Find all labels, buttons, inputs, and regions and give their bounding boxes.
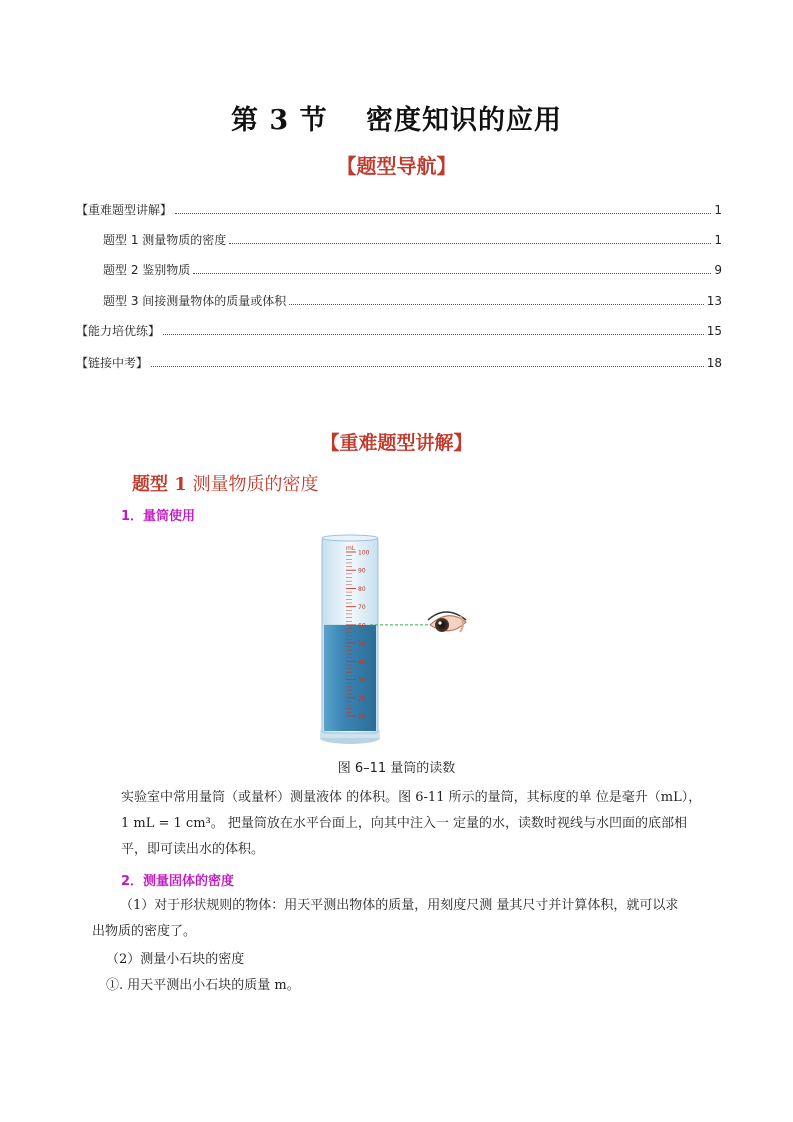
type-title: 测量物质的密度 xyxy=(192,474,319,495)
toc-page: 9 xyxy=(714,263,722,277)
tick-label: 100 xyxy=(358,549,370,557)
type-prefix: 题型 1 xyxy=(132,474,187,495)
unit-label: mL xyxy=(346,545,356,552)
toc-entry[interactable] xyxy=(76,322,722,339)
toc-entry[interactable] xyxy=(76,201,722,218)
toc-label: 题型 2 鉴别物质 xyxy=(103,263,191,277)
cylinder-rim xyxy=(322,535,378,541)
toc-page: 1 xyxy=(714,203,722,217)
toc-page: 13 xyxy=(706,294,722,308)
toc-label: 题型 1 测量物质的密度 xyxy=(103,233,227,247)
page-title: 第 3 节 密度知识的应用 xyxy=(231,105,562,136)
toc-label: 【能力培优练】 xyxy=(76,324,161,338)
tick-label: 90 xyxy=(358,567,366,575)
figure-caption: 图 6–11 量筒的读数 xyxy=(337,761,456,776)
graduated-cylinder-figure xyxy=(300,530,490,750)
tick-label: 60 xyxy=(358,622,366,630)
paragraph-line: 1 mL = 1 cm³。 把量筒放在水平台面上，向其中注入一 定量的水，读数时视线与水凹面的底部相 xyxy=(121,816,688,831)
tick-label: 30 xyxy=(358,677,366,685)
toc-page: 1 xyxy=(714,233,722,247)
paragraph-step-1: ①. 用天平测出小石块的质量 m。 xyxy=(106,978,300,993)
tick-label: 80 xyxy=(358,585,366,593)
paragraph-line: （1）对于形状规则的物体：用天平测出物体的质量，用刻度尺测 量其尺寸并计算体积，就可以求 xyxy=(120,898,679,913)
toc-label: 【重难题型讲解】 xyxy=(76,203,173,217)
subheading-cylinder-use: 1．量筒使用 xyxy=(121,509,196,524)
paragraph-regular-solid xyxy=(92,893,752,945)
tick-label: 50 xyxy=(358,640,366,648)
paragraph-line: 出物质的密度了。 xyxy=(92,924,197,939)
eye-icon xyxy=(428,612,466,632)
toc-entry[interactable] xyxy=(103,231,722,248)
toc-label: 题型 3 间接测量物体的质量或体积 xyxy=(103,294,287,308)
paragraph-line: 平，即可读出水的体积。 xyxy=(121,842,265,857)
subheading-solid-density: 2．测量固体的密度 xyxy=(121,874,235,889)
section-heading: 【重难题型讲解】 xyxy=(320,432,473,454)
toc-label: 【链接中考】 xyxy=(76,356,149,370)
tick-label: 10 xyxy=(358,713,366,721)
toc-entry[interactable] xyxy=(103,261,722,278)
paragraph-stone-heading: （2）测量小石块的密度 xyxy=(106,952,245,967)
paragraph-cylinder xyxy=(121,785,741,863)
cylinder-liquid xyxy=(324,625,376,731)
toc-entry[interactable] xyxy=(76,354,722,371)
toc-entry[interactable] xyxy=(103,292,722,309)
nav-heading: 【题型导航】 xyxy=(336,154,457,178)
toc-page: 18 xyxy=(706,356,722,370)
toc-page: 15 xyxy=(706,324,722,338)
tick-label: 20 xyxy=(358,695,366,703)
paragraph-line: 实验室中常用量筒（或量杯）测量液体 的体积。图 6-11 所示的量筒，其标度的单 位是毫升（mL）， xyxy=(121,790,702,805)
type-heading xyxy=(132,470,319,496)
tick-label: 40 xyxy=(358,658,366,666)
tick-label: 70 xyxy=(358,604,366,612)
